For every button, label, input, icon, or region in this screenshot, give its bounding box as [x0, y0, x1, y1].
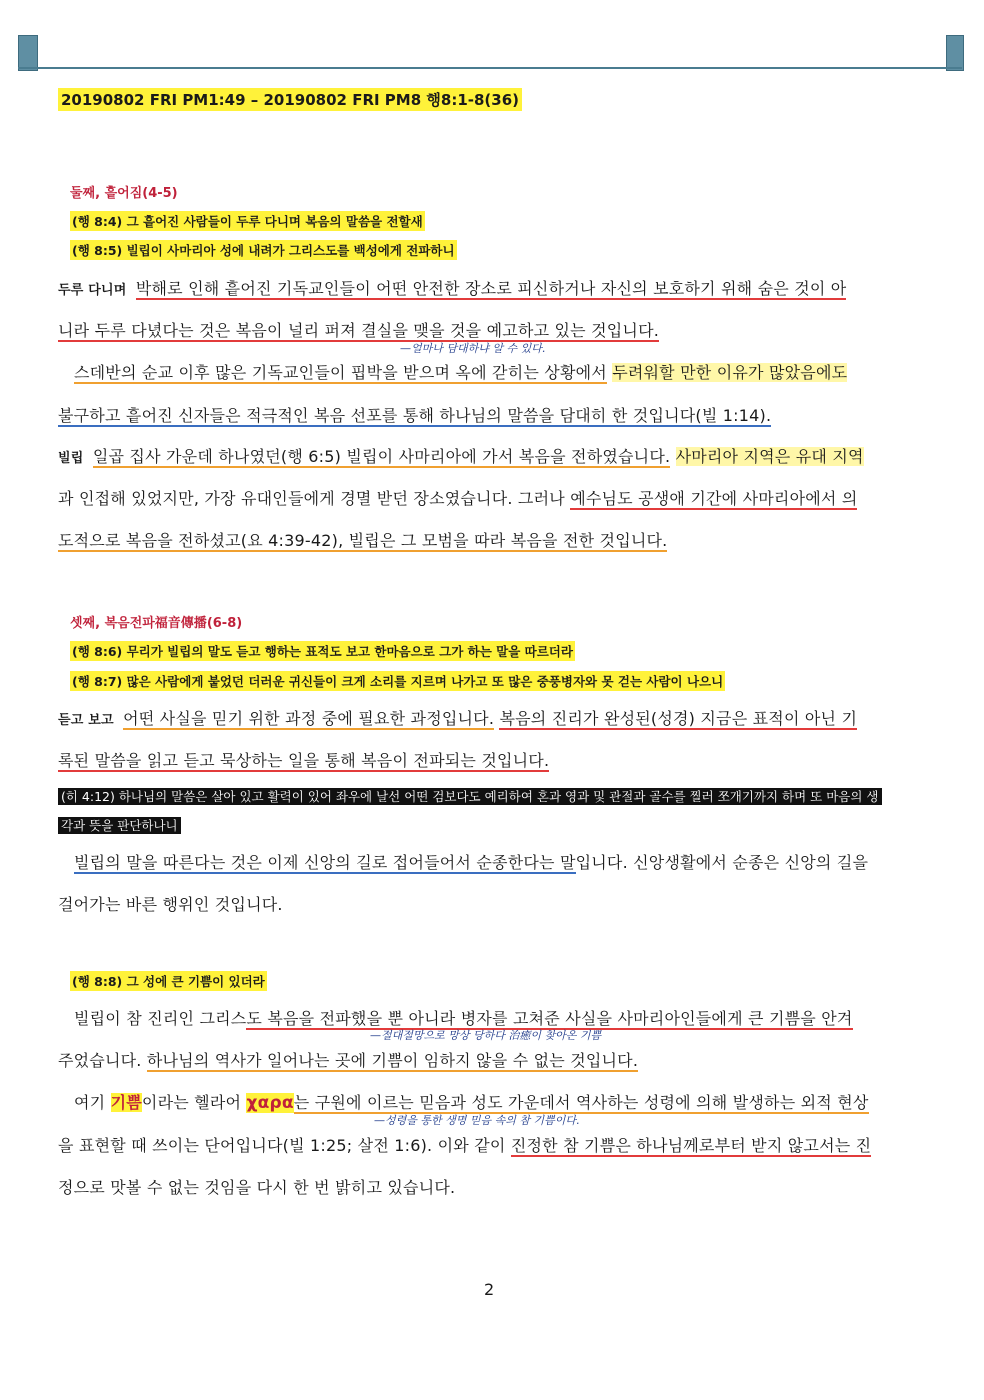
- paragraph-line: [58, 1048, 928, 1071]
- greek-word-chara: χαρα: [246, 1093, 294, 1113]
- paragraph-text: 박해로 인해 흩어진 기독교인들이 어떤 안전한 장소로 피신하거나 자신의 보호하기 위해 숨은 것이 아: [135, 279, 847, 298]
- paragraph-line: [58, 403, 928, 426]
- verse-acts-8-5: (행 8:5) 빌립이 사마리아 성에 내려가 그리스도를 백성에게 전파하니: [70, 240, 457, 260]
- paragraph-text: 빌립이 참 진리인 그리스: [74, 1009, 247, 1028]
- paragraph-text: 정으로 맛볼 수 없는 것임을 다시 한 번 밝히고 있습니다.: [58, 1178, 456, 1197]
- page-number: 2: [484, 1280, 495, 1299]
- paragraph-text: 도적으로 복음을 전하셨고(요 4:39-42), 빌립은 그 모범을 따라 복음을 전한 것입니다.: [58, 531, 668, 550]
- paragraph-text: 복음의 진리가 완성된(성경) 지금은 표적이 아닌 기: [499, 709, 858, 728]
- paragraph-line: [74, 850, 944, 873]
- handwritten-note: —성령을 통한 생명 믿음 속의 참 기쁨이다.: [374, 1114, 580, 1127]
- paragraph-text: 스데반의 순교 이후 많은 기독교인들이 핍박을 받으며 옥에 갇히는 상황에서: [74, 363, 607, 382]
- paragraph-line: [58, 486, 928, 509]
- paragraph-text: 불구하고 흩어진 신자들은 적극적인 복음 선포를 통해 하나님의 말씀을 담대히 한 것입니다(빌 1:14).: [58, 406, 772, 425]
- quoted-verse-text: 각과 뜻을 판단하나니: [58, 817, 181, 834]
- paragraph-text: 어떤 사실을 믿기 위한 과정 중에 필요한 과정입니다.: [123, 709, 495, 728]
- header-marker-right: [946, 35, 964, 71]
- quoted-verse-hebrews-4-12-cont: [58, 815, 181, 834]
- paragraph-text: 주었습니다.: [58, 1051, 142, 1070]
- paragraph-text: 일곱 집사 가운데 하나였던(행 6:5) 빌립이 사마리아에 가서 복음을 전하였습니다.: [92, 447, 671, 466]
- verse-acts-8-8: (행 8:8) 그 성에 큰 기쁨이 있더라: [70, 971, 267, 991]
- paragraph-line: [58, 528, 928, 551]
- paragraph-text: 과 인접해 있었지만, 가장 유대인들에게 경멸 받던 장소였습니다. 그러나: [58, 489, 565, 508]
- paragraph-text: 여기: [74, 1093, 106, 1112]
- paragraph-text: 빌립의 말을 따른다는 것은 이제 신앙의 길로 접어들어서 순종한다는 말: [74, 853, 576, 872]
- paragraph-lead: 듣고 보고: [58, 713, 114, 728]
- paragraph-line: [58, 892, 928, 915]
- paragraph-text: 록된 말씀을 읽고 듣고 묵상하는 일을 통해 복음이 전파되는 것입니다.: [58, 751, 550, 770]
- paragraph-text: 하나님의 역사가 일어나는 곳에 기쁨이 임하지 않을 수 없는 것입니다.: [146, 1051, 639, 1070]
- paragraph-text: 걸어가는 바른 행위인 것입니다.: [58, 895, 283, 914]
- paragraph-line: [58, 748, 928, 771]
- paragraph-text: 니라 두루 다녔다는 것은 복음이 널리 퍼져 결실을 맺을 것을 예고하고 있는 것입니다.: [58, 321, 660, 340]
- paragraph-line: [58, 706, 928, 729]
- paragraph-text-highlight: 두려워할 만한 이유가 많았음에도: [612, 363, 848, 382]
- header-rule: [18, 67, 962, 69]
- paragraph-text-highlight: 사마리아 지역은 유대 지역: [675, 447, 864, 466]
- paragraph-text: 이라는 헬라어: [141, 1093, 242, 1112]
- handwritten-note: —절대절망으로 망상 당하다 治癒이 찾아온 기쁨: [370, 1029, 602, 1042]
- paragraph-lead: 빌립: [58, 451, 84, 466]
- paragraph-line: [74, 1006, 944, 1029]
- header-marker-left: [18, 35, 38, 71]
- paragraph-text: 입니다. 신앙생활에서 순종은 신앙의 길을: [575, 853, 869, 872]
- paragraph-line: [58, 1133, 928, 1156]
- paragraph-line: [58, 276, 928, 299]
- paragraph-text: 는 구원에 이르는 믿음과 성도 가운데서 역사하는 성령에 의해 발생하는 외적 현상: [293, 1093, 869, 1112]
- paragraph-line: [58, 318, 928, 341]
- section-heading-evangelism: 셋째, 복음전파福音傳播(6-8): [70, 616, 243, 631]
- paragraph-lead: 두루 다니며: [58, 283, 127, 298]
- keyword-joy: 기쁨: [110, 1093, 142, 1112]
- paragraph-text: 예수님도 공생애 기간에 사마리아에서 의: [570, 489, 858, 508]
- quoted-verse-text: (히 4:12) 하나님의 말씀은 살아 있고 활력이 있어 좌우에 날선 어떤 검보다도 예리하여 혼과 영과 및 관절과 골수를 찔러 쪼개기까지 하며 또 마음의 생: [58, 788, 882, 805]
- paragraph-text: 도 복음을 전파했을 뿐 아니라 병자를 고쳐준 사실을 사마리아인들에게 큰 기쁨을 안겨: [246, 1009, 853, 1028]
- verse-acts-8-7: (행 8:7) 많은 사람에게 붙었던 더러운 귀신들이 크게 소리를 지르며 나가고 또 많은 중풍병자와 못 걷는 사람이 나으니: [70, 671, 725, 691]
- verse-acts-8-6: (행 8:6) 무리가 빌립의 말도 듣고 행하는 표적도 보고 한마음으로 그가 하는 말을 따르더라: [70, 641, 575, 661]
- paragraph-line: [58, 444, 928, 467]
- paragraph-line: [74, 1090, 944, 1113]
- verse-acts-8-4: (행 8:4) 그 흩어진 사람들이 두루 다니며 복음의 말씀을 전할새: [70, 211, 425, 231]
- paragraph-line: [74, 360, 944, 383]
- paragraph-line: [58, 1175, 928, 1198]
- page-title: 20190802 FRI PM1:49 – 20190802 FRI PM8 행8:1-8(36): [58, 88, 522, 111]
- paragraph-text: 진정한 참 기쁨은 하나님께로부터 받지 않고서는 진: [510, 1136, 872, 1155]
- quoted-verse-hebrews-4-12: [58, 786, 882, 805]
- handwritten-note: —얼마나 담대하냐 알 수 있다.: [400, 342, 546, 355]
- paragraph-text: 을 표현할 때 쓰이는 단어입니다(빌 1:25; 살전 1:6). 이와 같이: [58, 1136, 506, 1155]
- section-heading-scattering: 둘째, 흩어짐(4-5): [70, 186, 178, 201]
